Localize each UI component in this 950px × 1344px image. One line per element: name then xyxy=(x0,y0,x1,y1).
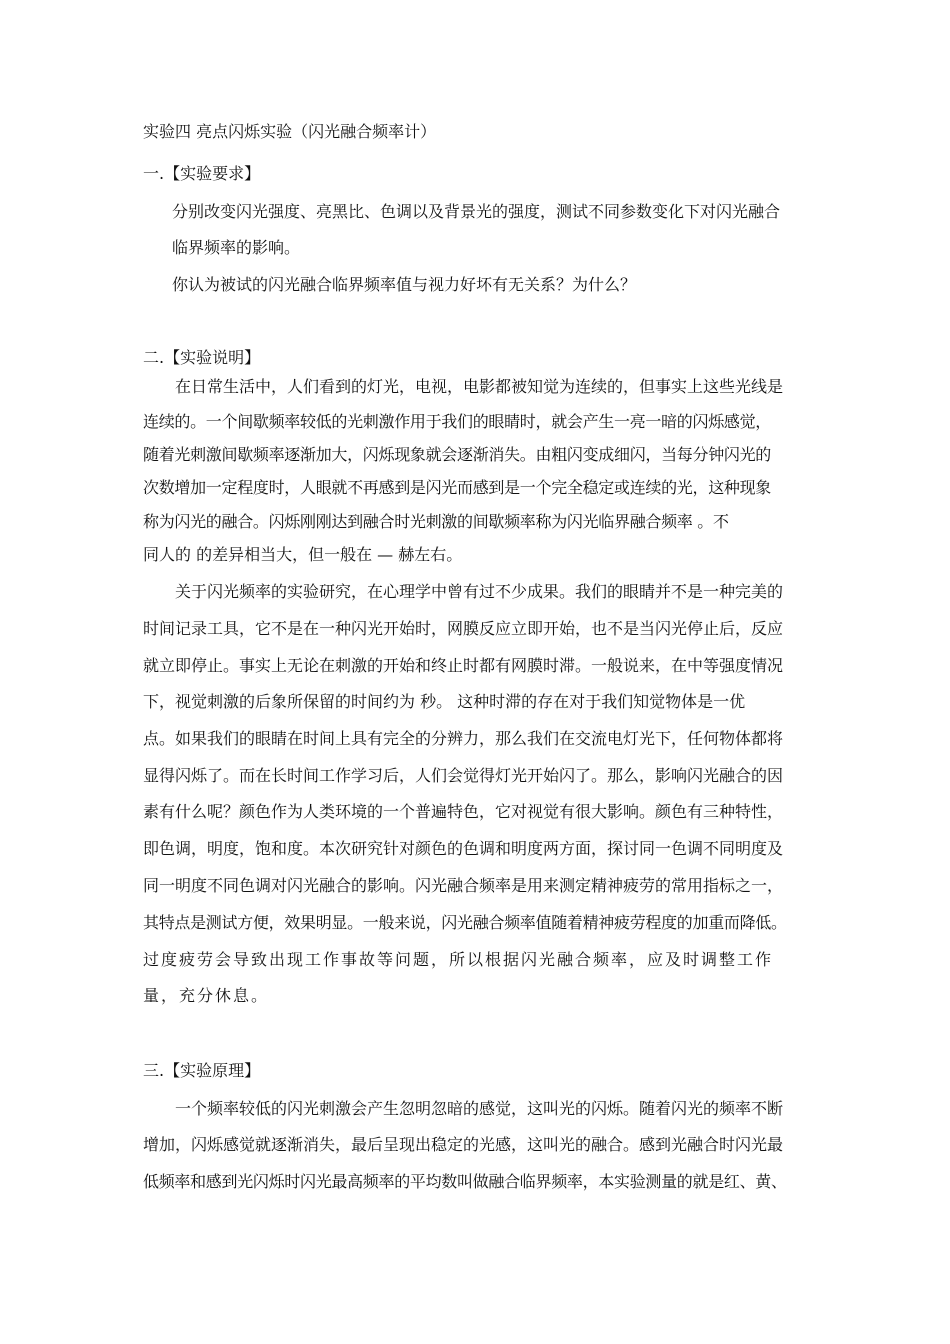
paragraph-line: 连续的。一个间歇频率较低的光刺激作用于我们的眼睛时，就会产生一亮一暗的闪烁感觉， xyxy=(143,412,772,431)
paragraph-line: 点。如果我们的眼睛在时间上具有完全的分辨力，那么我们在交流电灯光下，任何物体都将 xyxy=(143,729,784,748)
paragraph-line: 就立即停止。事实上无论在刺激的开始和终止时都有网膜时滞。一般说来，在中等强度情况 xyxy=(143,656,784,675)
paragraph-line: 过度疲劳会导致出现工作事故等问题，所以根据闪光融合频率，应及时调整工作 xyxy=(143,950,774,969)
paragraph-line: 其特点是测试方便，效果明显。一般来说，闪光融合频率值随着精神疲劳程度的加重而降低。 xyxy=(143,913,787,932)
paragraph-line: 同一明度不同色调对闪光融合的影响。闪光融合频率是用来测定精神疲劳的常用指标之一， xyxy=(143,876,784,895)
paragraph-line: 随着光刺激间歇频率逐渐加大，闪烁现象就会逐渐消失。由粗闪变成细闪，当每分钟闪光的 xyxy=(143,445,772,464)
paragraph-line: 时间记录工具，它不是在一种闪光开始时，网膜反应立即开始，也不是当闪光停止后，反应 xyxy=(143,619,784,638)
paragraph-line: 你认为被试的闪光融合临界频率值与视力好坏有无关系？为什么？ xyxy=(172,275,637,294)
document-title: 实验四 亮点闪烁实验（闪光融合频率计） xyxy=(143,122,437,141)
paragraph-line: 增加，闪烁感觉就逐渐消失，最后呈现出稳定的光感，这叫光的融合。感到光融合时闪光最 xyxy=(143,1135,784,1154)
section-1-heading: 一.【实验要求】 xyxy=(143,164,261,183)
paragraph-line: 关于闪光频率的实验研究，在心理学中曾有过不少成果。我们的眼睛并不是一种完美的 xyxy=(175,582,784,601)
paragraph-line: 下，视觉刺激的后象所保留的时间约为 秒。 这种时滞的存在对于我们知觉物体是一优 xyxy=(143,692,746,711)
paragraph-line: 低频率和感到光闪烁时闪光最高频率的平均数叫做融合临界频率，本实验测量的就是红、黄、 xyxy=(143,1172,787,1191)
paragraph-line: 素有什么呢？颜色作为人类环境的一个普遍特色，它对视觉有很大影响。颜色有三种特性， xyxy=(143,802,784,821)
paragraph-line: 称为闪光的融合。闪烁刚刚达到融合时光刺激的间歇频率称为闪光临界融合频率 。不 xyxy=(143,512,729,531)
paragraph-line: 一个频率较低的闪光刺激会产生忽明忽暗的感觉，这叫光的闪烁。随着闪光的频率不断 xyxy=(175,1099,784,1118)
section-3-heading: 三.【实验原理】 xyxy=(143,1061,261,1080)
paragraph-line: 量，充分休息。 xyxy=(143,986,270,1005)
paragraph-line: 次数增加一定程度时，人眼就不再感到是闪光而感到是一个完全稳定或连续的光，这种现象 xyxy=(143,478,772,497)
paragraph-line: 分别改变闪光强度、亮黑比、色调以及背景光的强度，测试不同参数变化下对闪光融合 xyxy=(172,202,781,221)
paragraph-line: 即色调，明度，饱和度。本次研究针对颜色的色调和明度两方面，探讨同一色调不同明度及 xyxy=(143,839,784,858)
paragraph-line: 临界频率的影响。 xyxy=(172,238,301,257)
paragraph-line: 同人的 的差异相当大，但一般在 — 赫左右。 xyxy=(143,545,463,564)
section-2-heading: 二.【实验说明】 xyxy=(143,348,261,367)
paragraph-line: 显得闪烁了。而在长时间工作学习后，人们会觉得灯光开始闪了。那么，影响闪光融合的因 xyxy=(143,766,784,785)
paragraph-line: 在日常生活中，人们看到的灯光，电视，电影都被知觉为连续的，但事实上这些光线是 xyxy=(175,377,784,396)
